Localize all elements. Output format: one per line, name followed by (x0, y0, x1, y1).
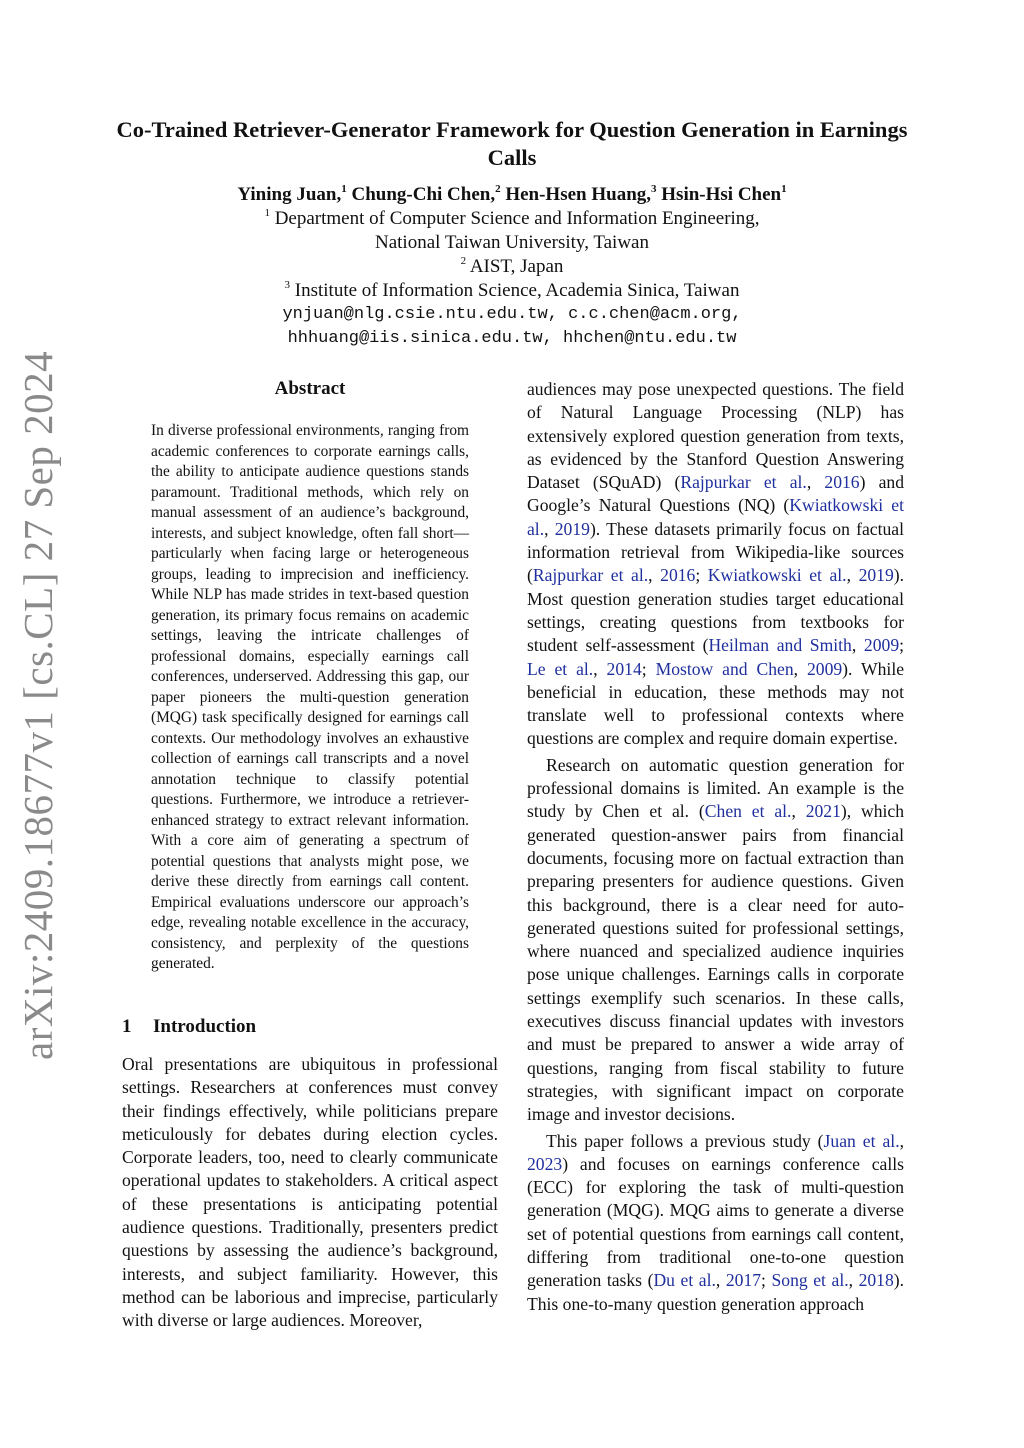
citation-link[interactable]: Le et al. (527, 658, 594, 679)
citation-link[interactable]: Mostow and Chen (655, 658, 794, 679)
abstract-heading: Abstract (274, 378, 346, 399)
author-name: Chung-Chi Chen, (351, 184, 496, 205)
intro-paragraph: Research on automatic question generation for professional domains is limited. An example is the study by Chen et al. (Chen et al., 2021), which generated question-answer pairs from financial documents, focusing more on factual extraction than preparing presenters for audience questions. Given this background, there is a clear need for auto-generated questions suited for professional settings, where nuanced and specialized audience inquiries pose unique challenges. Earnings calls in corporate settings exemplify such scenarios. In these calls, executives discuss financial updates with investors and must be prepared to answer a wide array of questions, ranging from fiscal stability to future strategies, with significant impact on corporate image and investor decisions. (527, 754, 904, 1125)
affiliation-text: Department of Computer Science and Information Engineering, (274, 208, 760, 229)
section-heading-introduction (122, 1016, 256, 1038)
citation-year-link[interactable]: 2019 (554, 518, 590, 539)
citation-link[interactable]: Chen et al. (704, 801, 792, 822)
affiliation-1-cont: National Taiwan University, Taiwan (374, 232, 649, 253)
affiliation-mark: 2 (460, 254, 467, 267)
citation-link[interactable]: Du et al. (653, 1270, 716, 1291)
citation-link[interactable]: Juan et al. (823, 1130, 900, 1151)
citation-link[interactable]: Rajpurkar et al. (532, 565, 649, 586)
affiliation-2 (100, 255, 924, 279)
citation-year-link[interactable]: 2016 (824, 472, 860, 493)
citation-year-link[interactable]: 2016 (660, 565, 696, 586)
citation-year-link[interactable]: 2023 (527, 1153, 563, 1174)
intro-paragraph: This paper follows a previous study (Juan et al., 2023) and focuses on earnings conference calls (ECC) for exploring the task of multi-question generation (MQG). MQG aims to generate a diverse set of potential questions from earnings call content, differing from traditional one-to-one question generation tasks (Du et al., 2017; Song et al., 2018). This one-to-many question generation approach (527, 1130, 905, 1314)
author-affiliation-mark: 2 (495, 182, 501, 195)
citation-year-link[interactable]: 2017 (725, 1270, 762, 1291)
citation-year-link[interactable]: 2009 (806, 658, 843, 679)
citation-year-link[interactable]: 2019 (858, 565, 894, 586)
citation-link[interactable]: Kwiatkowski et al. (707, 565, 847, 586)
affiliation-text: AIST, Japan (469, 256, 564, 277)
citation-link[interactable]: Kwiatkowski et al. (527, 495, 904, 539)
affiliation-1 (100, 207, 924, 231)
citation-year-link[interactable]: 2018 (858, 1270, 894, 1291)
email-line: hhhuang@iis.sinica.edu.tw, hhchen@ntu.edu.tw (287, 329, 737, 348)
citation-year-link[interactable]: 2014 (606, 658, 642, 679)
citation-link[interactable]: Song et al. (771, 1270, 849, 1291)
citation-year-link[interactable]: 2021 (805, 801, 841, 822)
intro-paragraph-left: Oral presentations are ubiquitous in professional settings. Researchers at conferences must convey their findings effectively, while politicians prepare meticulously for debates during election cycles. Corporate leaders, too, need to clearly communicate operational updates to stakeholders. A critical aspect of these presentations is anticipating potential audience questions. Traditionally, presenters predict questions by assessing the audience’s background, interests, and subject familiarity. However, this method can be laborious and imprecise, particularly with diverse or large audiences. Moreover, (122, 1054, 498, 1331)
author-list (100, 183, 924, 207)
author-emails (100, 303, 924, 351)
affiliations (100, 207, 924, 303)
author-affiliation-mark: 1 (341, 182, 347, 195)
citation-link[interactable]: Heilman and Smith (708, 635, 852, 656)
email-line: ynjuan@nlg.csie.ntu.edu.tw, c.c.chen@acm.org, (282, 305, 742, 324)
author-name: Hen-Hsen Huang, (505, 184, 652, 205)
author-affiliation-mark: 3 (651, 182, 657, 195)
affiliation-3 (100, 279, 924, 303)
arxiv-identifier: arXiv:2409.18677v1 [cs.CL] 27 Sep 2024 (15, 350, 61, 1060)
affiliation-mark: 3 (284, 278, 291, 291)
author-name: Hsin-Hsi Chen (661, 184, 782, 205)
citation-year-link[interactable]: 2009 (863, 635, 900, 656)
abstract-body: In diverse professional environments, ranging from academic conferences to corporate earnings calls, the ability to anticipate audience questions stands paramount. Traditional methods, which rely on manual assessment of an audience’s background, interests, and subject knowledge, often fall short—particularly when facing large or heterogeneous groups, leading to imprecision and inefficiency. While NLP has made strides in text-based question generation, its primary focus remains on academic settings, leaving the intricate challenges of professional domains, especially earnings call conferences, underserved. Addressing this gap, our paper pioneers the multi-question generation (MQG) task specifically designed for earnings call contexts. Our methodology involves an exhaustive collection of earnings call transcripts and a novel annotation technique to classify potential questions. Furthermore, we introduce a retriever-enhanced strategy to extract relevant information. With a core aim of generating a spectrum of potential questions that analysts might pose, we derive these directly from earnings call content. Empirical evaluations underscore our approach’s edge, revealing notable excellence in the accuracy, consistency, and perplexity of the questions generated. (151, 422, 469, 972)
author-affiliation-mark: 1 (781, 182, 787, 195)
section-number: 1 (122, 1016, 132, 1037)
intro-paragraph: audiences may pose unexpected questions. The field of Natural Language Processing (NLP) has extensively explored question generation from texts, as evidenced by the Stanford Question Answering Dataset (SQuAD) (Rajpurkar et al., 2016) and Google’s Natural Questions (NQ) (Kwiatkowski et al., 2019). These datasets primarily focus on factual information retrieval from Wikipedia-like sources (Rajpurkar et al., 2016; Kwiatkowski et al., 2019). Most question generation studies target educational settings, creating questions from textbooks for student self-assessment (Heilman and Smith, 2009; Le et al., 2014; Mostow and Chen, 2009). While beneficial in education, these methods may not translate well to professional contexts where questions are complex and require domain expertise. (527, 379, 905, 749)
author-name: Yining Juan, (237, 184, 342, 205)
affiliation-text: Institute of Information Science, Academia Sinica, Taiwan (294, 280, 740, 301)
paper-title: Co-Trained Retriever-Generator Framework for Question Generation in Earnings Calls (116, 117, 908, 170)
section-title: Introduction (153, 1016, 257, 1037)
affiliation-mark: 1 (264, 206, 270, 219)
citation-link[interactable]: Rajpurkar et al. (680, 472, 807, 493)
right-column (527, 378, 904, 1316)
